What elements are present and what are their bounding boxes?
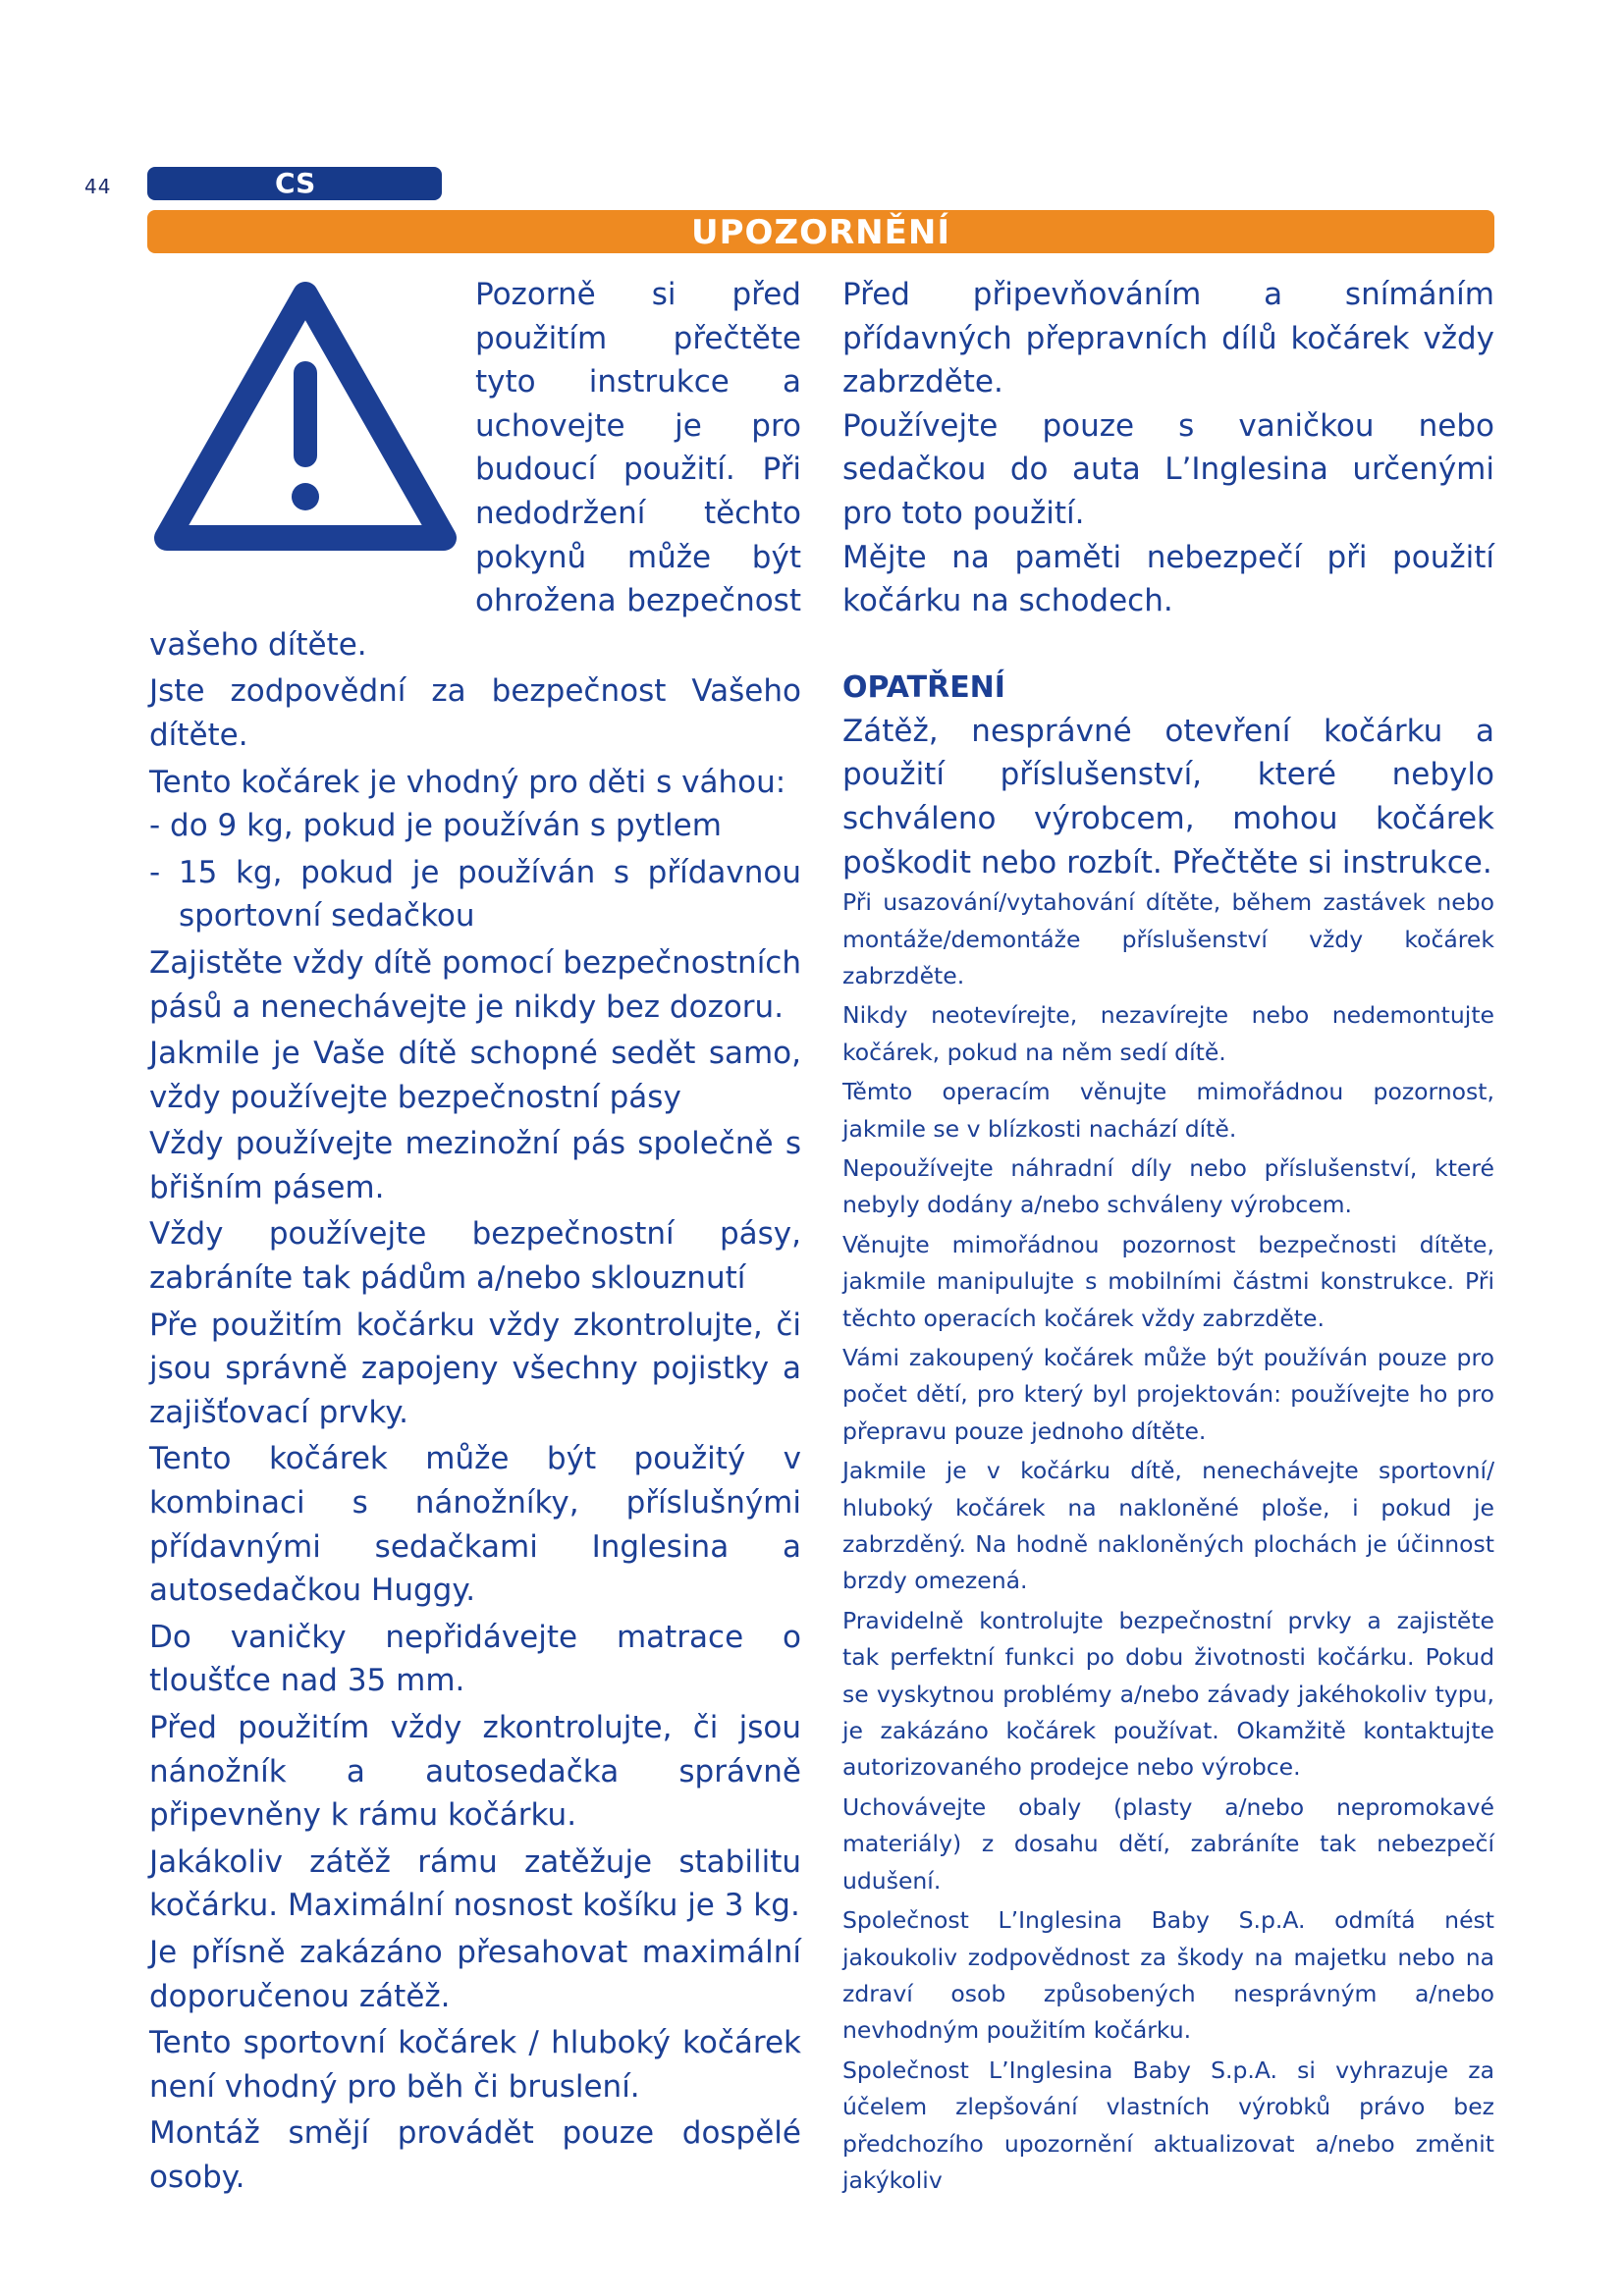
page-number: 44 (84, 175, 112, 198)
paragraph: Mějte na paměti nebezpečí při použití kočárku na schodech. (842, 539, 1494, 619)
paragraph: Jste zodpovědní za bezpečnost Vašeho dítěte. (149, 673, 801, 753)
list-item: - 15 kg, pokud je používán s přídavnou sportovní sedačkou (149, 854, 801, 934)
left-column (149, 273, 801, 2200)
paragraph: Před připevňováním a snímáním přídavných přepravních dílů kočárek vždy zabrzděte. (842, 277, 1494, 400)
paragraph: Tento kočárek může být použitý v kombinaci s nánožníky, příslušnými přídavnými sedačkami Inglesina a autosedačkou Huggy. (149, 1441, 801, 1609)
paragraph: Vždy používejte mezinožní pás společně s břišním pásem. (149, 1126, 801, 1205)
paragraph: Před použitím vždy zkontrolujte, či jsou nánožník a autosedačka správně připevněny k rámu kočárku. (149, 1710, 801, 1834)
precaution-item: Společnost L’Inglesina Baby S.p.A. si vyhrazuje za účelem zlepšování vlastních výrobků právo bez předchozího upozornění aktualizovat a/nebo změnit jakýkoliv (842, 2056, 1494, 2194)
precaution-item: Uchovávejte obaly (plasty a/nebo nepromokavé materiály) z dosahu dětí, zabráníte tak nebezpečí udušení. (842, 1792, 1494, 1895)
paragraph: Pře použitím kočárku vždy zkontrolujte, či jsou správně zapojeny všechny pojistky a zajišťovací prvky. (149, 1307, 801, 1430)
language-tab: CS (147, 167, 442, 200)
section-title-banner: UPOZORNĚNÍ (147, 210, 1494, 253)
paragraph: Je přísně zakázáno přesahovat maximální doporučenou zátěž. (149, 1934, 801, 2014)
right-column (842, 273, 1494, 2202)
precaution-item: Těmto operacím věnujte mimořádnou pozornost, jakmile se v blízkosti nachází dítě. (842, 1078, 1494, 1143)
lead-paragraph: Zátěž, nesprávné otevření kočárku a použití příslušenství, které nebylo schváleno výrobcem, mohou kočárek poškodit nebo rozbít. Přečtěte si instrukce. (842, 713, 1494, 881)
precaution-item: Nikdy neotevírejte, nezavírejte nebo nedemontujte kočárek, pokud na něm sedí dítě. (842, 1001, 1494, 1066)
paragraph: Tento kočárek je vhodný pro děti s váhou: (149, 764, 786, 800)
warning-triangle-icon (149, 275, 461, 595)
precaution-item: Pravidelně kontrolujte bezpečnostní prvky a zajistěte tak perfektní funkci po dobu životnosti kočárku. Pokud se vyskytnou problémy a/nebo závady jakéhokoliv typu, je zakázáno kočárek používat. Okamžitě kontaktujte autorizovaného prodejce nebo výrobce. (842, 1606, 1494, 1782)
paragraph: Tento sportovní kočárek / hluboký kočárek není vhodný pro běh či bruslení. (149, 2025, 801, 2105)
precaution-item: Jakmile je v kočárku dítě, nenechávejte sportovní/ hluboký kočárek na nakloněné ploše, i pokud je zabrzděný. Na hodně nakloněných plochách je účinnost brzdy omezená. (842, 1457, 1494, 1595)
section-heading: OPATŘENÍ (842, 669, 1005, 705)
paragraph: Jakmile je Vaše dítě schopné sedět samo, vždy používejte bezpečnostní pásy (149, 1036, 801, 1115)
precaution-item: Nepoužívejte náhradní díly nebo příslušenství, které nebyly dodány a/nebo schváleny výrobcem. (842, 1153, 1494, 1219)
paragraph: Zajistěte vždy dítě pomocí bezpečnostních pásů a nenechávejte je nikdy bez dozoru. (149, 944, 801, 1025)
precaution-item: Vámi zakoupený kočárek může být používán pouze pro počet dětí, pro který byl projektován: používejte ho pro přepravu pouze jednoho dítěte. (842, 1344, 1494, 1445)
paragraph: Do vaničky nepřidávejte matrace o tloušťce nad 35 mm. (149, 1619, 801, 1699)
list-item: - do 9 kg, pokud je používán s pytlem (149, 808, 722, 844)
paragraph: Jakákoliv zátěž rámu zatěžuje stabilitu kočárku. Maximální nosnost košíku je 3 kg. (149, 1843, 801, 1924)
paragraph: Vždy používejte bezpečnostní pásy, zabráníte tak pádům a/nebo sklouznutí (149, 1216, 801, 1297)
paragraph: Používejte pouze s vaničkou nebo sedačkou do auta L’Inglesina určenými pro toto použití. (842, 407, 1494, 531)
precaution-item: Při usazování/vytahování dítěte, během zastávek nebo montáže/demontáže příslušenství vždy kočárek zabrzděte. (842, 888, 1494, 989)
paragraph: Pozorně si před použitím přečtěte tyto instrukce a uchovejte je pro budoucí použití. Při nedodržení těchto pokynů může být ohrožena bezpečnost vašeho dítěte. (149, 277, 801, 663)
precaution-item: Společnost L’Inglesina Baby S.p.A. odmítá nést jakoukoliv zodpovědnost za škody na majetku nebo na zdraví osob způsobených nesprávným a/nebo nevhodným použitím kočárku. (842, 1906, 1494, 2045)
precaution-item: Věnujte mimořádnou pozornost bezpečnosti dítěte, jakmile manipulujte s mobilními částmi konstrukce. Při těchto operacích kočárek vždy zabrzděte. (842, 1230, 1494, 1332)
paragraph: Montáž smějí provádět pouze dospělé osoby. (149, 2115, 801, 2195)
